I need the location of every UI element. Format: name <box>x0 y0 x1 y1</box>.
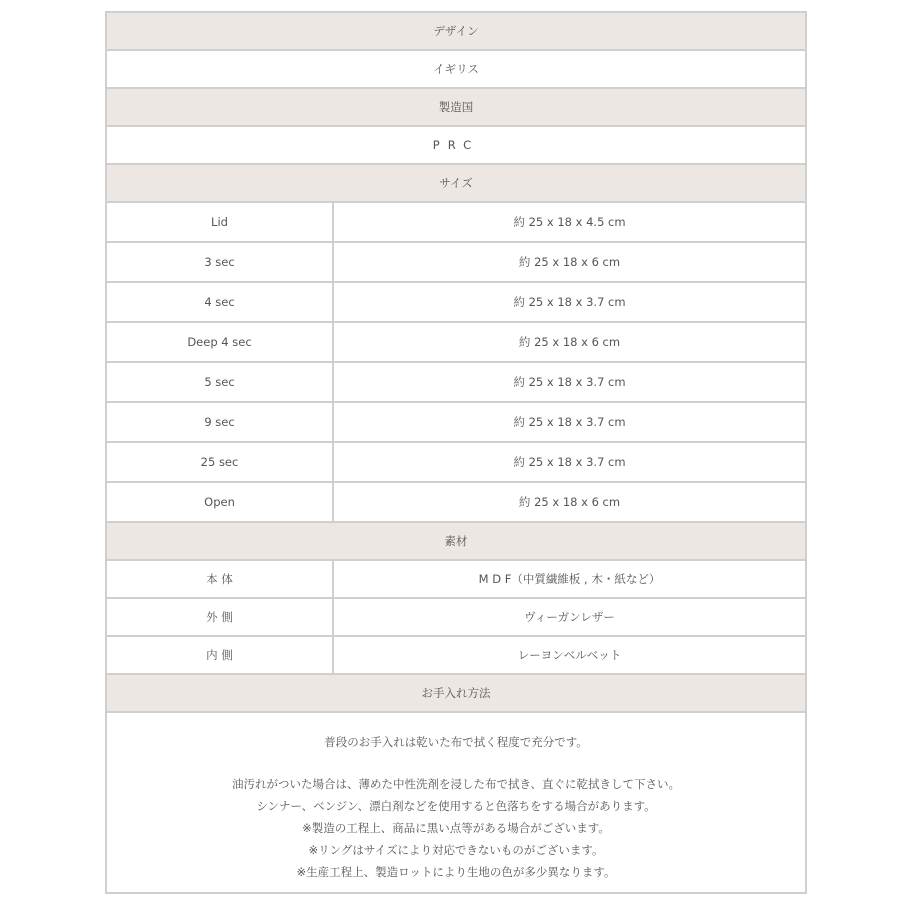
size-row <box>107 283 805 323</box>
size-label: 5 sec <box>107 363 334 401</box>
material-header-label: 素材 <box>444 534 468 548</box>
care-line: ※リングはサイズにより対応できないものがございます。 <box>308 843 604 857</box>
size-label: Open <box>107 483 334 521</box>
material-label: 内 側 <box>107 637 334 673</box>
care-header <box>107 675 805 713</box>
size-row <box>107 363 805 403</box>
origin-header-label: 製造国 <box>438 100 474 114</box>
origin-value: PRC <box>432 138 480 152</box>
design-header-label: デザイン <box>433 24 479 38</box>
care-line: 油汚れがついた場合は、薄めた中性洗剤を浸した布で拭き、直ぐに乾拭きして下さい。 <box>231 777 681 791</box>
material-value: レーヨンベルベット <box>517 648 622 662</box>
size-value: 約 25 x 18 x 4.5 cm <box>513 215 626 229</box>
size-label: 3 sec <box>107 243 334 281</box>
size-value: 約 25 x 18 x 3.7 cm <box>513 415 626 429</box>
size-row <box>107 203 805 243</box>
material-value: ヴィーガンレザー <box>524 610 615 624</box>
origin-header <box>107 89 805 127</box>
size-row <box>107 483 805 523</box>
size-row <box>107 403 805 443</box>
origin-value-row <box>107 127 805 165</box>
care-line: ※製造の工程上、商品に黒い点等がある場合がございます。 <box>302 821 610 835</box>
size-label: Lid <box>107 203 334 241</box>
product-spec-table <box>105 11 807 894</box>
material-header <box>107 523 805 561</box>
care-line: シンナー、ベンジン、漂白剤などを使用すると色落ちをする場合があります。 <box>256 799 656 813</box>
material-value: M D F（中質繊維板 , 木・紙など） <box>478 572 661 586</box>
size-row <box>107 323 805 363</box>
size-label: 4 sec <box>107 283 334 321</box>
size-value: 約 25 x 18 x 6 cm <box>518 255 621 269</box>
material-label: 外 側 <box>107 599 334 635</box>
size-value: 約 25 x 18 x 3.7 cm <box>513 375 626 389</box>
size-label: 25 sec <box>107 443 334 481</box>
material-row <box>107 561 805 599</box>
size-value: 約 25 x 18 x 6 cm <box>518 335 621 349</box>
care-instructions <box>107 713 805 894</box>
size-value: 約 25 x 18 x 3.7 cm <box>513 295 626 309</box>
size-value: 約 25 x 18 x 3.7 cm <box>513 455 626 469</box>
size-row <box>107 443 805 483</box>
material-row <box>107 637 805 675</box>
care-line: 普段のお手入れは乾いた布で拭く程度で充分です。 <box>324 735 588 749</box>
care-header-label: お手入れ方法 <box>421 686 491 700</box>
size-header <box>107 165 805 203</box>
design-value: イギリス <box>433 62 479 76</box>
size-header-label: サイズ <box>439 176 473 190</box>
size-value: 約 25 x 18 x 6 cm <box>518 495 621 509</box>
size-label: 9 sec <box>107 403 334 441</box>
material-label: 本 体 <box>107 561 334 597</box>
design-value-row <box>107 51 805 89</box>
size-label: Deep 4 sec <box>107 323 334 361</box>
care-line: ※生産工程上、製造ロットにより生地の色が多少異なります。 <box>296 865 616 879</box>
size-row <box>107 243 805 283</box>
material-row <box>107 599 805 637</box>
design-header <box>107 13 805 51</box>
